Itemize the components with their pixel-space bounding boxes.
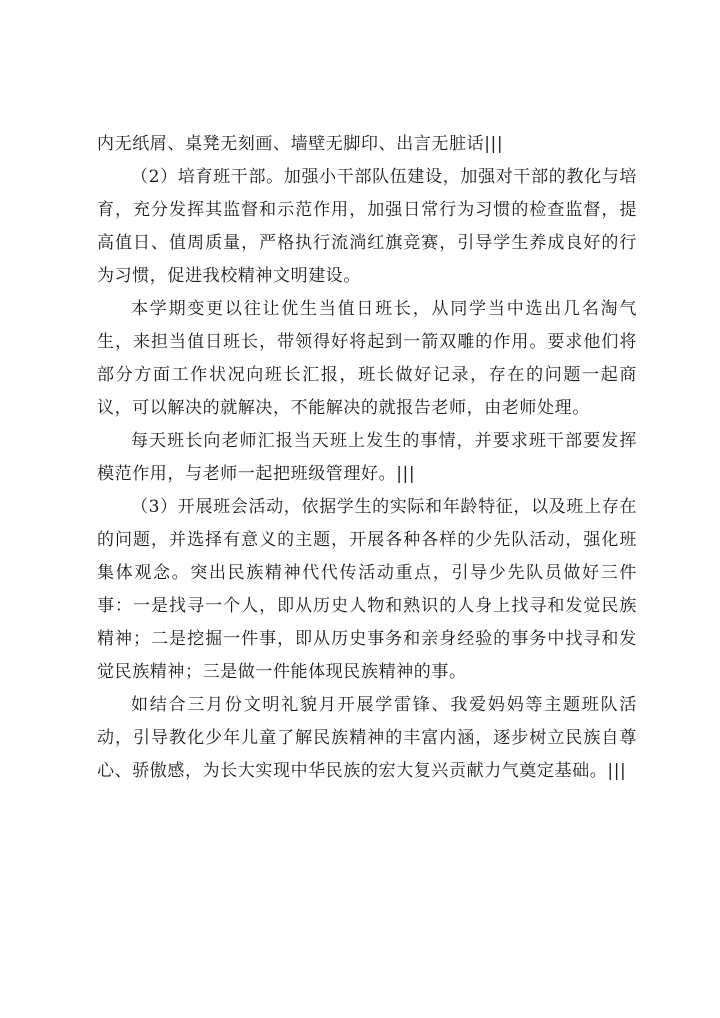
paragraph-5: （3）开展班会活动，依据学生的实际和年龄特征，以及班上存在的问题，并选择有意义的主题，开展各种各样的少先队活动，强化班集体观念。突出民族精神代代传活动重点，引导少先队员做好三件事：一是找寻一个人，即从历史人物和熟识的人身上找寻和发觉民族精神；二是挖掘一件事，即从历史事务和亲身经验的事务中找寻和发觉民族精神；三是做一件能体现民族精神的事。 (97, 497, 637, 682)
paragraph-4: 每天班长向老师汇报当天班上发生的事情，并要求班干部要发挥模范作用，与老师一起把班级管理好。||| (97, 431, 637, 484)
paragraph-2: （2）培育班干部。加强小干部队伍建设，加强对干部的教化与培育，充分发挥其监督和示范作用，加强日常行为习惯的检查监督，提高值日、值周质量，严格执行流淌红旗竞赛，引导学生养成良好的行为习惯，促进我校精神文明建设。 (97, 167, 637, 286)
paragraph-1: 内无纸屑、桌凳无刻画、墙壁无脚印、出言无脏话||| (97, 134, 504, 154)
paragraph-3: 本学期变更以往让优生当值日班长，从同学当中选出几名淘气生，来担当值日班长，带领得好将起到一箭双雕的作用。要求他们将部分方面工作状况向班长汇报，班长做好记录，存在的问题一起商议，可以解决的就解决，不能解决的就报告老师，由老师处理。 (97, 299, 637, 418)
document-page (97, 128, 637, 788)
paragraph-6: 如结合三月份文明礼貌月开展学雷锋、我爱妈妈等主题班队活动，引导教化少年儿童了解民族精神的丰富内涵，逐步树立民族自尊心、骄傲感，为长大实现中华民族的宏大复兴贡献力气奠定基础。||| (97, 695, 637, 781)
